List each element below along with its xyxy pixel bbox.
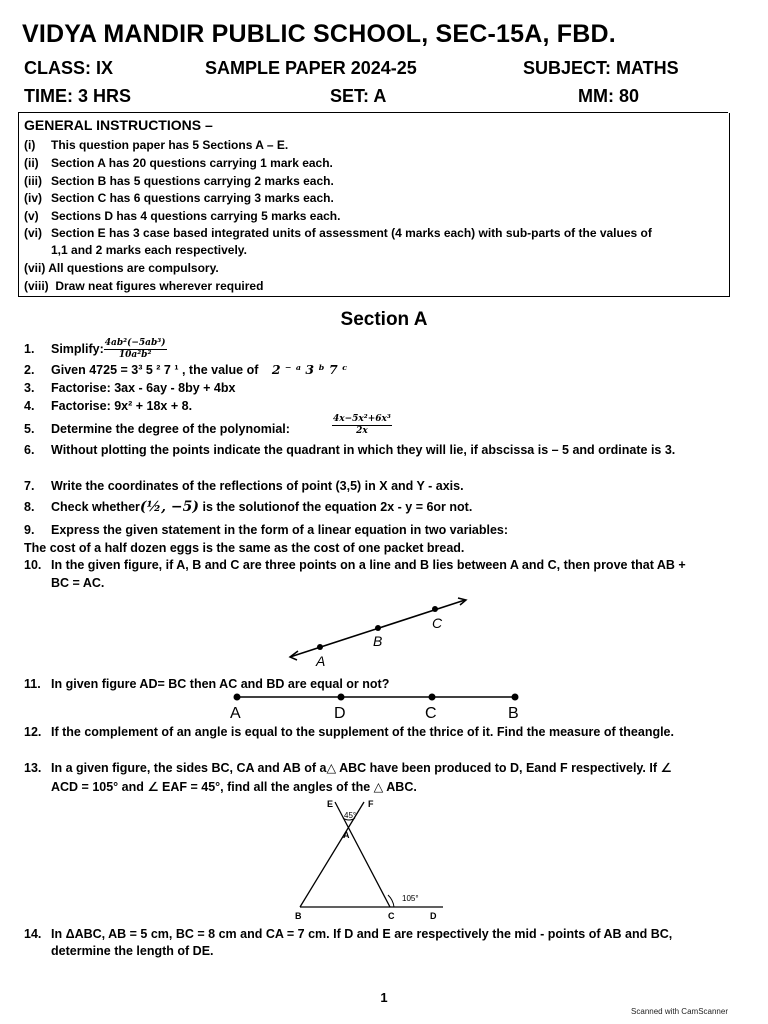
question-13 bbox=[24, 760, 672, 776]
instruction-item bbox=[24, 156, 333, 171]
question-text: In a given figure, the sides BC, CA and AB of a△ ABC have been produced to D, Eand F respectively. If ∠ bbox=[51, 761, 672, 775]
question-7 bbox=[24, 478, 464, 494]
angle-label-45: 45° bbox=[344, 811, 357, 820]
instruction-number: (ii) bbox=[24, 156, 39, 170]
question-number: 3. bbox=[24, 381, 35, 395]
fraction bbox=[332, 414, 392, 437]
fraction-numerator: 4x−5x²+6x³ bbox=[333, 414, 391, 424]
fraction-denominator: 2x bbox=[356, 426, 368, 436]
question-text: In given figure AD= BC then AC and BD are equal or not? bbox=[51, 677, 390, 691]
point-c bbox=[432, 606, 438, 612]
time-label: TIME: 3 HRS bbox=[24, 86, 132, 106]
question-5 bbox=[24, 421, 290, 437]
paper-title: SAMPLE PAPER 2024-25 bbox=[205, 58, 417, 78]
section-title: Section A bbox=[340, 309, 428, 330]
label-b: B bbox=[295, 911, 302, 921]
question-4 bbox=[24, 398, 192, 414]
question-text: In ΔABC, AB = 5 cm, BC = 8 cm and CA = 7 cm. If D and E are respectively the mid - points of AB and BC, bbox=[51, 927, 673, 941]
instruction-item bbox=[24, 261, 219, 276]
instruction-item bbox=[24, 226, 652, 241]
question-9 bbox=[24, 522, 508, 538]
question-3 bbox=[24, 380, 235, 396]
question-continuation: The cost of a half dozen eggs is the same as the cost of one packet bread. bbox=[24, 541, 465, 555]
instruction-text: Section B has 5 questions carrying 2 marks each. bbox=[51, 174, 334, 188]
question-text: In the given figure, if A, B and C are three points on a line and B lies between A and C, then prove that AB + bbox=[51, 558, 686, 572]
instruction-number: (vii) bbox=[24, 261, 46, 275]
line-abc-figure bbox=[280, 592, 480, 672]
label-c: C bbox=[388, 911, 395, 921]
question-continuation: ACD = 105° and ∠ EAF = 45°, find all the angles of the △ ABC. bbox=[51, 780, 417, 794]
school-title: VIDYA MANDIR PUBLIC SCHOOL, SEC-15A, FBD. bbox=[22, 20, 616, 48]
max-marks-label: MM: 80 bbox=[578, 86, 640, 106]
instruction-item bbox=[24, 209, 340, 224]
scanner-watermark: Scanned with CamScanner bbox=[631, 1007, 728, 1016]
question-text: Determine the degree of the polynomial: bbox=[51, 422, 290, 436]
instruction-continuation: 1,1 and 2 marks each respectively. bbox=[51, 243, 247, 257]
point-b bbox=[375, 625, 381, 631]
question-text: Express the given statement in the form of a linear equation in two variables: bbox=[51, 523, 509, 537]
question-number: 10. bbox=[24, 558, 42, 572]
question-number: 5. bbox=[24, 422, 35, 436]
instruction-number: (vi) bbox=[24, 226, 42, 240]
label-a: A bbox=[230, 705, 241, 720]
instruction-text: Section E has 3 case based integrated units of assessment (4 marks each) with sub-parts of the values of bbox=[51, 226, 652, 240]
point-c bbox=[429, 694, 436, 701]
question-2 bbox=[24, 362, 347, 378]
question-10 bbox=[24, 557, 686, 573]
question-continuation: BC = AC. bbox=[51, 576, 105, 590]
question-number: 1. bbox=[24, 341, 35, 356]
question-number: 12. bbox=[24, 725, 42, 739]
instruction-item bbox=[24, 279, 263, 294]
subject-label: SUBJECT: MATHS bbox=[523, 58, 679, 78]
question-number: 6. bbox=[24, 443, 35, 457]
label-b: B bbox=[373, 633, 383, 649]
question-point: (½, −5) bbox=[139, 499, 199, 515]
question-expression: 2 ⁻ ᵃ 3 ᵇ 7 ᶜ bbox=[271, 362, 348, 377]
question-text: Factorise: 9x² + 18x + 8. bbox=[51, 399, 193, 413]
question-14 bbox=[24, 926, 672, 942]
instruction-text: Section C has 6 questions carrying 3 marks each. bbox=[51, 191, 334, 205]
fraction-numerator: 4ab²(−5ab³) bbox=[104, 338, 166, 348]
question-text: Check whether bbox=[51, 500, 140, 514]
point-d bbox=[338, 694, 345, 701]
question-text: Simplify: bbox=[51, 341, 104, 356]
instruction-text: All questions are compulsory. bbox=[48, 261, 219, 275]
question-text: Without plotting the points indicate the quadrant in which they will lie, if abscissa is – 5 and ordinate is 3. bbox=[51, 443, 676, 457]
question-number: 13. bbox=[24, 761, 42, 775]
question-text: Factorise: 3ax - 6ay - 8by + 4bx bbox=[51, 381, 236, 395]
question-8 bbox=[24, 499, 472, 515]
instruction-number: (v) bbox=[24, 209, 39, 223]
instruction-number: (iv) bbox=[24, 191, 42, 205]
label-d: D bbox=[430, 911, 437, 921]
question-6 bbox=[24, 442, 675, 458]
instruction-number: (i) bbox=[24, 138, 36, 152]
label-a: A bbox=[316, 653, 326, 669]
label-e: E bbox=[327, 799, 334, 809]
instruction-item bbox=[24, 191, 334, 206]
question-number: 4. bbox=[24, 399, 35, 413]
question-number: 7. bbox=[24, 479, 35, 493]
instructions-heading: GENERAL INSTRUCTIONS – bbox=[24, 117, 213, 133]
question-number: 9. bbox=[24, 523, 35, 537]
label-f: F bbox=[368, 799, 374, 809]
instruction-text: Draw neat figures wherever required bbox=[55, 279, 264, 293]
question-12 bbox=[24, 724, 674, 740]
set-label: SET: A bbox=[330, 86, 387, 106]
instruction-text: Sections D has 4 questions carrying 5 marks each. bbox=[51, 209, 341, 223]
point-b bbox=[512, 694, 519, 701]
question-1 bbox=[24, 338, 167, 361]
question-continuation: determine the length of DE. bbox=[51, 944, 214, 958]
point-a bbox=[234, 694, 241, 701]
label-a: A bbox=[343, 830, 350, 840]
instruction-item bbox=[24, 174, 334, 189]
instruction-text: Section A has 20 questions carrying 1 mark each. bbox=[51, 156, 333, 170]
question-number: 11. bbox=[24, 677, 41, 691]
question-text: If the complement of an angle is equal to the supplement of the thrice of it. Find the measure of theangle. bbox=[51, 725, 674, 739]
label-c: C bbox=[425, 705, 437, 720]
question-text: Given 4725 = 3³ 5 ² 7 ¹ , the value of bbox=[51, 363, 259, 377]
class-label: CLASS: IX bbox=[24, 58, 114, 78]
instruction-number: (viii) bbox=[24, 279, 49, 293]
question-text: is the solutionof the equation 2x - y = 6or not. bbox=[202, 500, 473, 514]
instruction-text: This question paper has 5 Sections A – E. bbox=[51, 138, 289, 152]
triangle-abc-figure bbox=[280, 796, 460, 922]
label-b: B bbox=[508, 705, 519, 720]
question-number: 8. bbox=[24, 500, 35, 514]
label-c: C bbox=[432, 615, 443, 631]
line-adcb-figure bbox=[225, 690, 525, 720]
instruction-item bbox=[24, 138, 288, 153]
instruction-number: (iii) bbox=[24, 174, 42, 188]
label-d: D bbox=[334, 705, 346, 720]
point-a bbox=[317, 644, 323, 650]
question-number: 14. bbox=[24, 927, 42, 941]
fraction-denominator: 10a²b² bbox=[118, 350, 152, 360]
question-text: Write the coordinates of the reflections of point (3,5) in X and Y - axis. bbox=[51, 479, 464, 493]
question-number: 2. bbox=[24, 363, 35, 377]
angle-label-105: 105° bbox=[402, 894, 419, 903]
page-number: 1 bbox=[380, 990, 388, 1005]
fraction bbox=[104, 338, 167, 361]
